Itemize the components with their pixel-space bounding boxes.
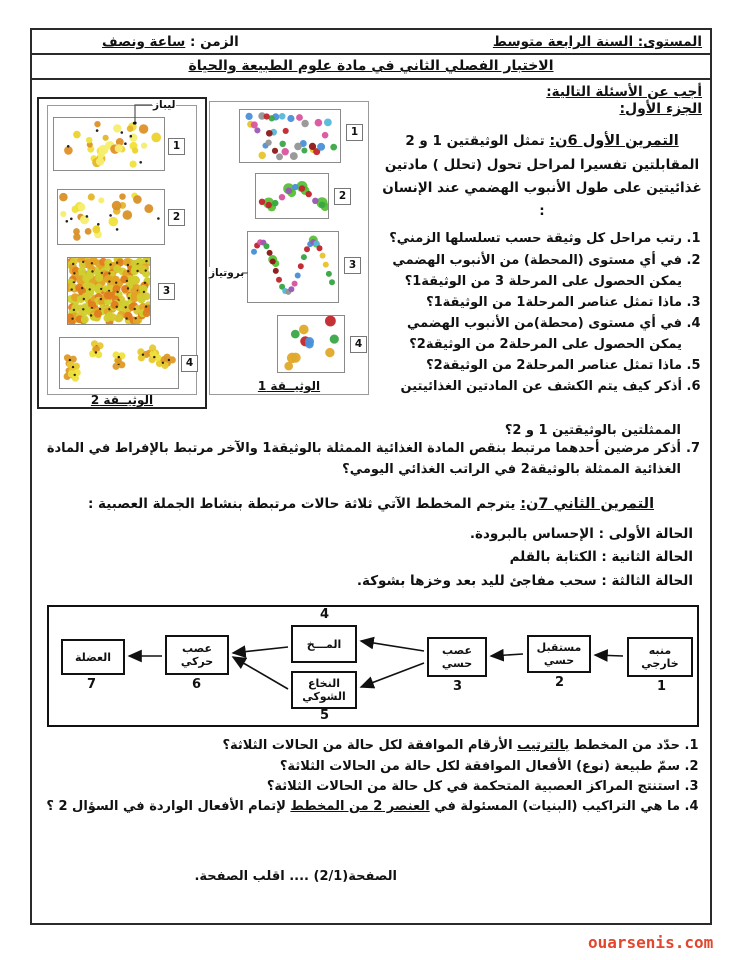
- doc2-stage-2-number: 2: [168, 209, 185, 226]
- header-row-1: [32, 30, 710, 55]
- document-2-caption: الوثيــقة 2: [90, 393, 154, 407]
- ex2-question-2: 2. سمّ طبيعة (نوع) الأفعال الموافقة لكل حالة من الحالات الثلاثة؟: [40, 757, 680, 777]
- ex1-question-6: 6. أذكر كيف يتم الكشف عن المادتين الغذائيتين: [382, 376, 682, 397]
- node-sensory-nerve: عصب حسي: [427, 637, 487, 677]
- exam-sheet-frame: [30, 28, 712, 925]
- node-2-number: 2: [555, 675, 565, 691]
- ex1-question-7-text: أذكر مرضين أحدهما مرتبط بنقص المادة الغذائية الممثلة بالوثيقة1 والآخر مرتبط بالإفراط في المادة الغذائية الممثلة بالوثيقة2 في الراتب الغذائي اليومي؟: [46, 441, 681, 477]
- doc1-stage-1: [239, 109, 341, 163]
- doc1-stage-2: [255, 173, 329, 219]
- exercise-1-text: [382, 101, 702, 397]
- doc2-stage-1: [53, 117, 165, 171]
- exercise-1-section: [40, 101, 702, 423]
- doc2-stage-3-number: 3: [158, 283, 175, 300]
- case-3: الحالة الثالثة : سحب مفاجئ لليد بعد وخزها بشوكة.: [356, 572, 693, 589]
- ex1-question-4: 4. في أي مستوى (محطة)من الأنبوب الهضمي يمكن الحصول على المرحلة2 من الوثيقة2؟: [382, 313, 682, 355]
- time-label: الزمن : ساعة ونصف: [102, 34, 239, 50]
- node-external-stimulus: منبه خارجي: [627, 637, 693, 677]
- ex2-question-4: 4. ما هي التراكيب (البنيات) المسئولة في العنصر 2 من المخطط لإتمام الأفعال الواردة في السؤال 2 ؟: [40, 797, 680, 817]
- digestion-figure: [37, 97, 372, 412]
- doc2-stage-1-number: 1: [168, 138, 185, 155]
- doc2-stage-4: [59, 337, 179, 389]
- watermark: ouarsenis.com: [588, 933, 714, 952]
- doc1-stage-3: [247, 231, 339, 303]
- doc2-stage-3: [67, 257, 151, 325]
- ex1-question-6-continuation: الممثلتين بالوثيقتين 1 و 2؟: [504, 423, 681, 438]
- header-row-2: [32, 55, 710, 80]
- node-1-number: 1: [657, 679, 667, 695]
- document-1-caption: الوثيــقة 1: [257, 379, 321, 393]
- doc1-stage-4: [277, 315, 345, 373]
- ex2-question-1: 1. حدّد من المخطط بالترتيب الأرقام الموافقة لكل حالة من الحالات الثلاثة؟: [40, 736, 680, 756]
- doc1-stage-2-number: 2: [334, 188, 351, 205]
- level-label: المستوى: السنة الرابعة متوسط: [492, 34, 702, 50]
- ex1-question-7-number: 7.: [686, 441, 700, 456]
- case-1: الحالة الأولى : الإحساس بالبرودة.: [469, 525, 693, 542]
- diagram-arrows: [49, 607, 700, 724]
- node-brain: المـــخ: [291, 625, 357, 663]
- exercise-1-intro: التمرين الأول 6ن: تمثل الوثيقتين 1 و 2 المقابلتين تفسيرا لمراحل تحول (تحلل ) مادتين غذائيتين على طول الأنبوب الهضمي عند الإنسان :: [382, 133, 702, 219]
- node-spinal-cord: النخاع الشوكي: [291, 671, 357, 709]
- instructions-line: أجب عن الأسئلة التالية:: [546, 84, 702, 100]
- doc1-stage-1-number: 1: [346, 124, 363, 141]
- case-2: الحالة الثانية : الكتابة بالقلم: [509, 549, 693, 566]
- exam-body: [32, 80, 710, 884]
- doc1-stage-4-number: 4: [350, 336, 367, 353]
- ex1-question-3: 3. ماذا تمثل عناصر المرحلة1 من الوثيقة1؟: [382, 292, 682, 313]
- exercise-2-question-list: [40, 736, 680, 817]
- nervous-cases-list: [40, 523, 702, 594]
- node-motor-nerve: عصب حركي: [165, 635, 229, 675]
- doc2-stage-2: [57, 189, 165, 245]
- ex1-question-2: 2. في أي مستوى (المحطة) من الأنبوب الهضمي يمكن الحصول على المرحلة 3 من الوثيقة1؟: [382, 250, 682, 292]
- ex2-question-3: 3. استنتج المراكز العصبية المتحكمة في كل حالة من الحالات الثلاثة؟: [40, 777, 680, 797]
- reflex-arc-diagram: [47, 605, 699, 727]
- node-sensory-receptor: مستقبل حسي: [527, 635, 591, 673]
- node-6-number: 6: [192, 677, 202, 693]
- ex1-question-7: [40, 439, 702, 481]
- node-7-number: 7: [87, 677, 97, 693]
- exam-title: الاختبار الفصلي الثاني في مادة علوم الطبيعة والحياة: [188, 58, 554, 74]
- exercise-2-title: التمرين الثاني 7ن:: [520, 495, 655, 512]
- exercise-1-question-list: [382, 228, 682, 396]
- exercise-2-heading: التمرين الثاني 7ن: يترجم المخطط الآتي ثلاثة حالات مرتبطة بنشاط الجملة العصبية :: [87, 495, 655, 512]
- node-muscle: العضلة: [61, 639, 125, 675]
- node-4-number: 4: [320, 607, 330, 623]
- ex1-question-5: 5. ماذا تمثل عناصر المرحلة2 من الوثيقة2؟: [382, 355, 682, 376]
- part-1-heading: الجزء الأول:: [619, 101, 702, 117]
- lipase-label: ليباز: [153, 99, 176, 111]
- node-3-number: 3: [453, 679, 463, 695]
- doc1-stage-3-number: 3: [344, 257, 361, 274]
- node-5-number: 5: [320, 708, 330, 724]
- protease-label: بروتياز: [209, 267, 245, 279]
- exercise-1-title: التمرين الأول 6ن:: [549, 133, 679, 149]
- ex1-question-1: 1. رتب مراحل كل وثيقة حسب تسلسلها الزمني؟: [382, 228, 682, 249]
- doc2-stage-4-number: 4: [181, 355, 198, 372]
- page-footer: الصفحة(2/1) .... اقلب الصفحة.: [194, 869, 397, 885]
